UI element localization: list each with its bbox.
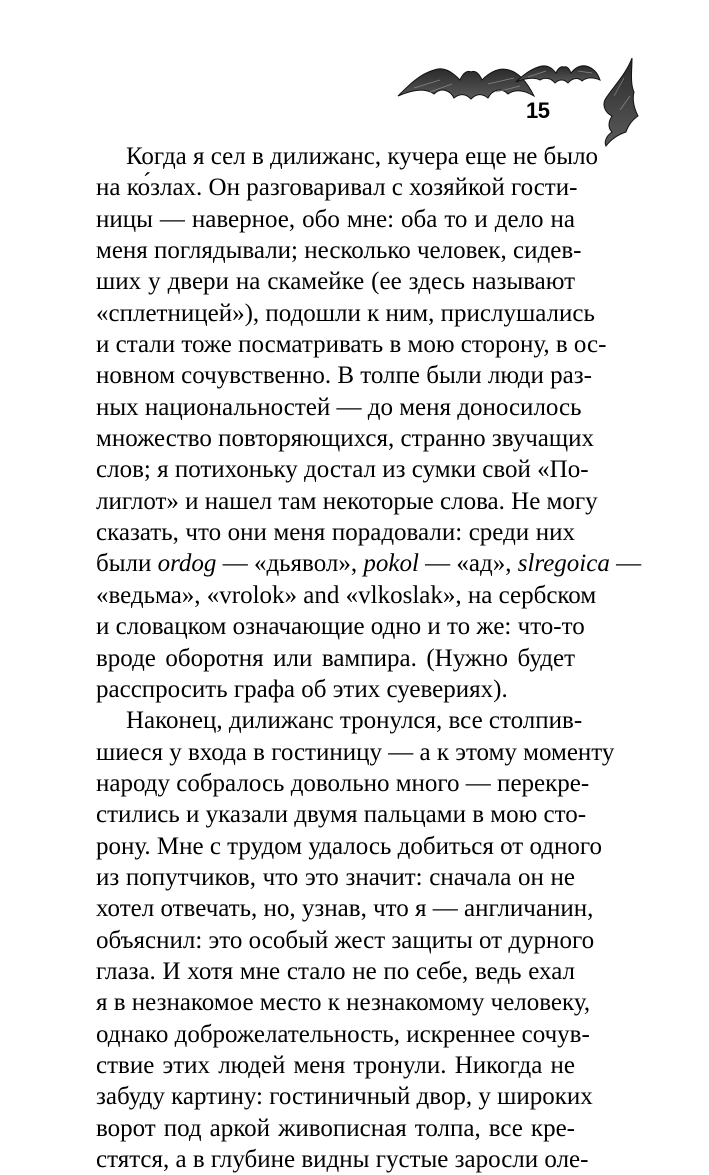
bat-icon bbox=[604, 58, 638, 146]
text-line: из попутчиков, что это значит: сначала он не bbox=[96, 863, 575, 891]
text-line: народу собралось довольно много — перекре- bbox=[96, 769, 590, 797]
text-line: рону. Мне с трудом удалось добиться от одного bbox=[96, 832, 602, 860]
text-line: меня поглядывали; несколько человек, сидев- bbox=[96, 237, 582, 265]
text-line: и стали тоже посматривать в мою сторону, в ос- bbox=[96, 331, 607, 359]
text-line: сказать, что они меня порадовали: среди них bbox=[96, 519, 575, 547]
text-line: ворот под аркой живописная толпа, все кре- bbox=[96, 1114, 575, 1142]
page-number: 15 bbox=[526, 98, 550, 123]
text-line: ствие этих людей меня тронули. Никогда не bbox=[96, 1051, 575, 1079]
text-line: и словацком означающие одно и то же: что-то bbox=[96, 613, 585, 641]
text-line: шиеся у входа в гостиницу — а к этому моменту bbox=[96, 738, 615, 766]
text-line: ницы — наверное, обо мне: оба то и дело на bbox=[96, 205, 575, 233]
body-text bbox=[96, 141, 642, 1175]
text-line: Наконец, дилижанс тронулся, все столпив- bbox=[126, 707, 583, 735]
text-line: «сплетницей»), подошли к ним, прислушались bbox=[96, 299, 595, 327]
text-line: Когда я сел в дилижанс, кучера еще не было bbox=[126, 143, 599, 170]
text-line: «ведьма», «vrolok» and «vlkoslak», на сербском bbox=[96, 581, 597, 609]
text-line: расспросить графа об этих суевериях). bbox=[96, 675, 508, 703]
text-line: слов; я потихоньку достал из сумки свой «По- bbox=[96, 456, 589, 484]
text-line: глаза. И хотя мне стало не по себе, ведь ехал bbox=[96, 957, 575, 985]
text-line: я в незнакомое место к незнакомому человеку, bbox=[96, 989, 591, 1017]
text-line: стились и указали двумя пальцами в мою сто- bbox=[96, 801, 587, 829]
bat-ornament bbox=[0, 0, 709, 150]
text-line: ных национальностей — до меня доносилось bbox=[96, 393, 582, 421]
text-line: однако доброжелательность, искреннее сочув- bbox=[96, 1020, 590, 1048]
text-line: лиглот» и нашел там некоторые слова. Не могу bbox=[96, 487, 598, 515]
text-line: были ordog — «дьявол», pokol — «ад», slregoica — bbox=[96, 550, 642, 578]
bat-icon bbox=[516, 66, 600, 83]
bat-icon bbox=[398, 69, 534, 99]
text-line: объяснил: это особый жест защиты от дурного bbox=[96, 926, 595, 954]
text-line: множество повторяющихся, странно звучащих bbox=[96, 425, 595, 453]
text-line: ших у двери на скамейке (ее здесь называют bbox=[96, 268, 575, 296]
text-line: на ко́злах. Он разговаривал с хозяйкой гости- bbox=[96, 174, 578, 202]
text-line: новном сочувственно. В толпе были люди раз- bbox=[96, 362, 592, 390]
text-line: стятся, а в глубине видны густые заросли оле- bbox=[96, 1146, 589, 1173]
text-line: хотел отвечать, но, узнав, что я — англичанин, bbox=[96, 895, 594, 923]
page-header bbox=[0, 0, 709, 150]
text-line: вроде оборотня или вампира. (Нужно будет bbox=[96, 644, 575, 672]
text-line: забуду картину: гостиничный двор, у широких bbox=[96, 1083, 593, 1111]
